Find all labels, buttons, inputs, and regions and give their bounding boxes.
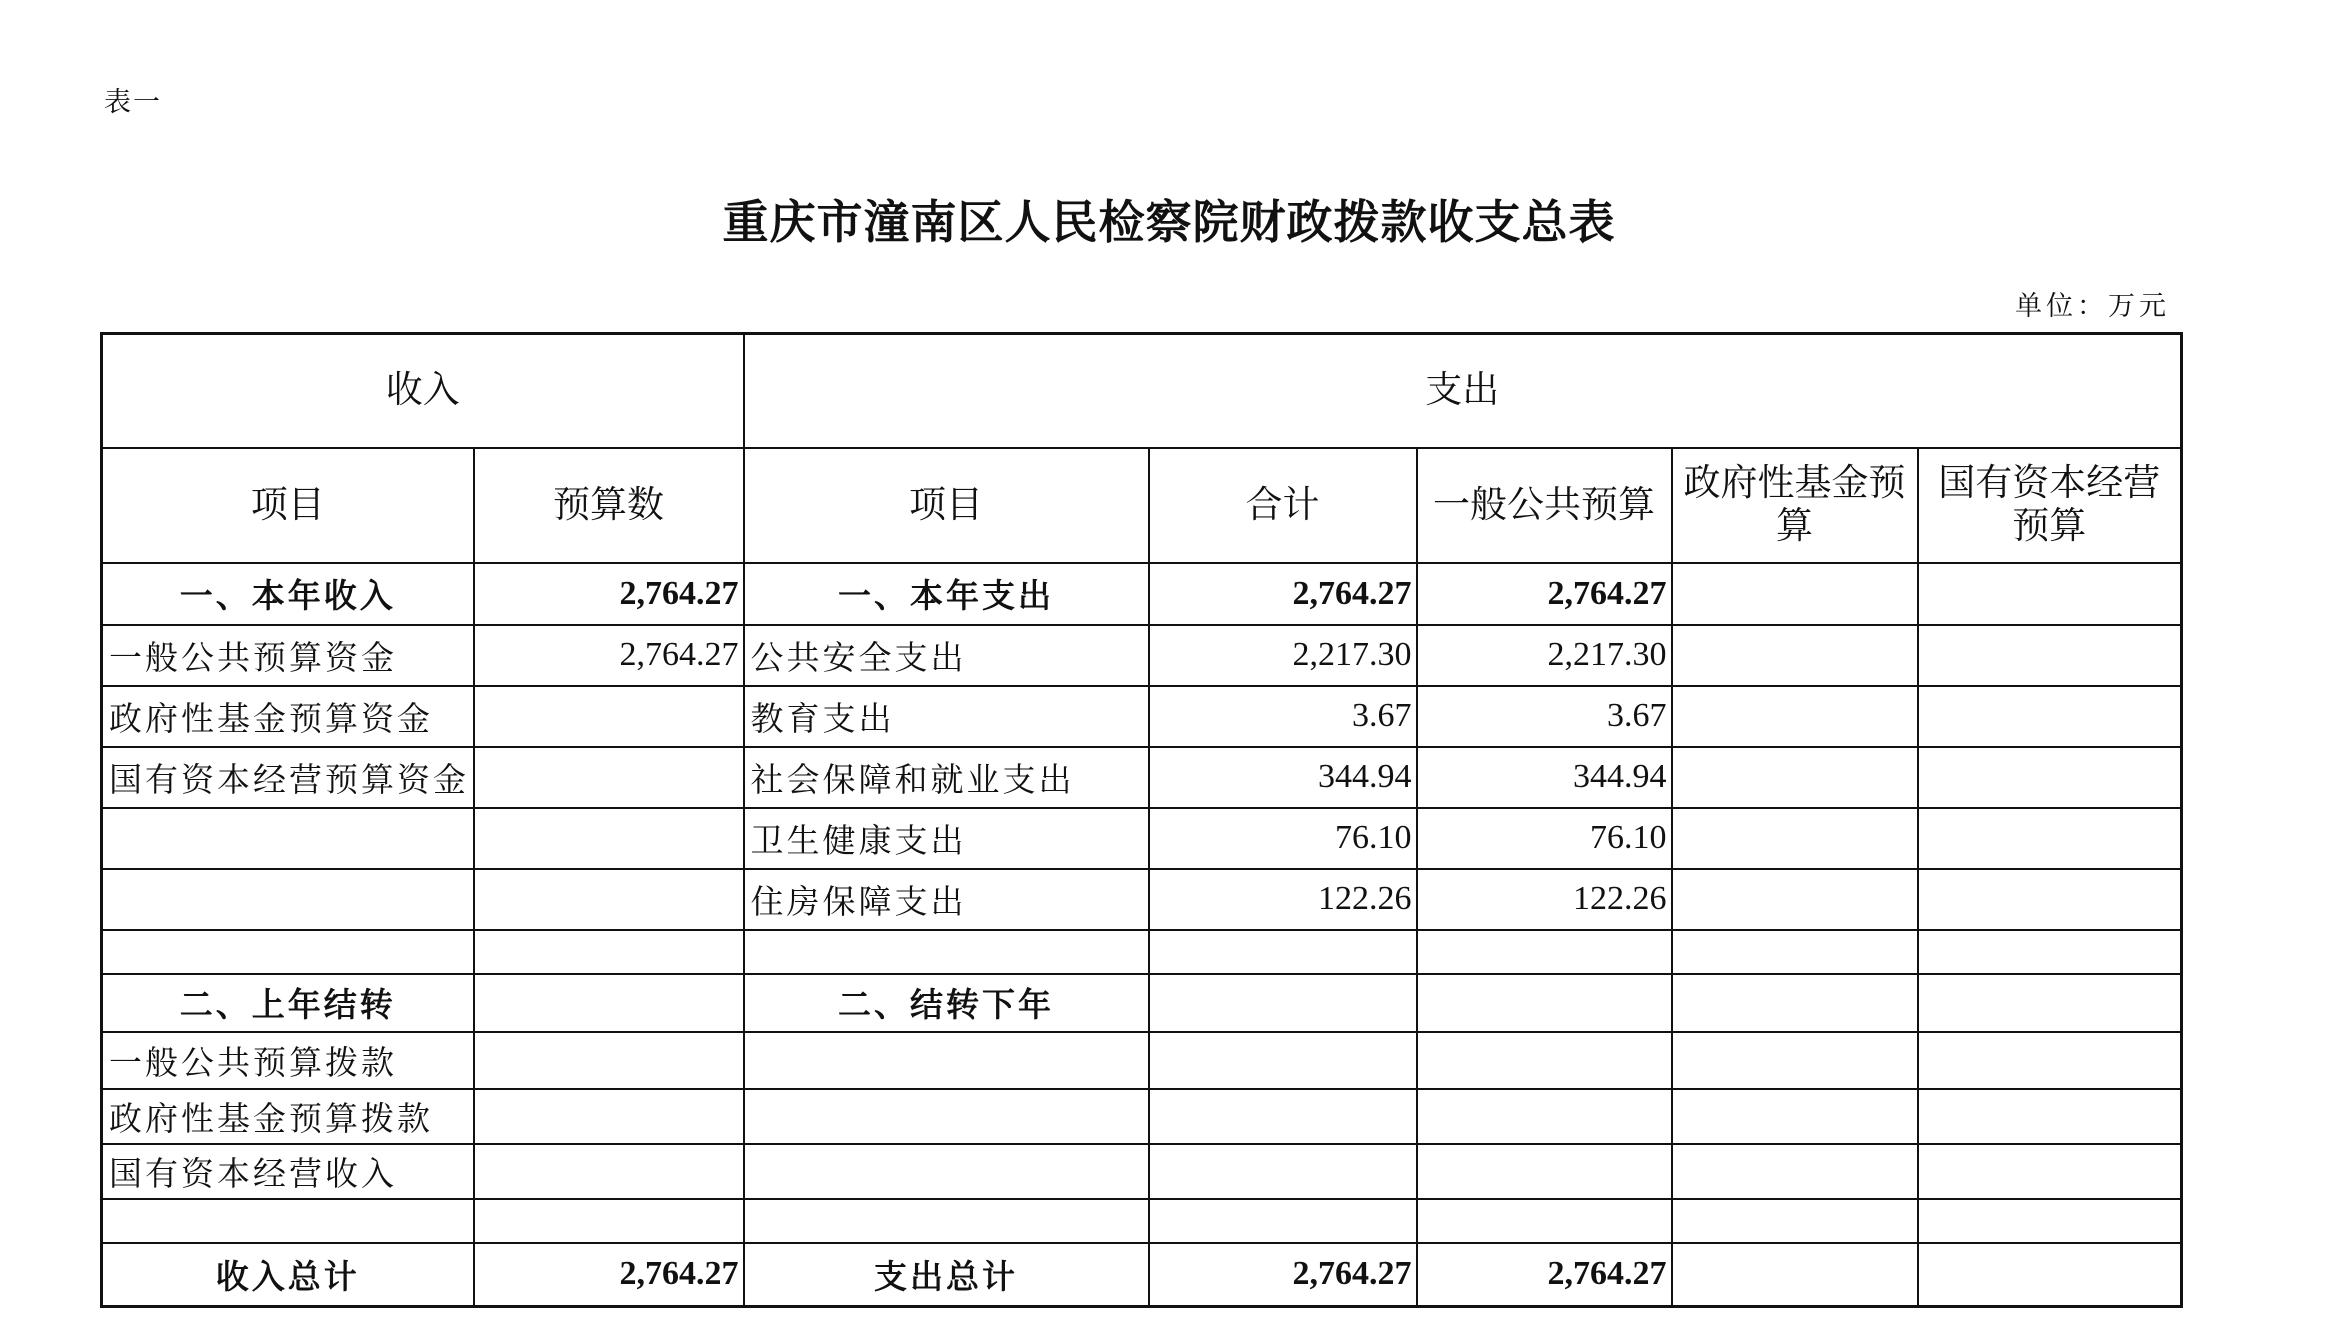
- totals-row: [102, 1243, 2182, 1307]
- expense-total-label: 支出总计: [744, 1243, 1149, 1307]
- state-capital-cell: [1918, 808, 2182, 869]
- table-row: [102, 974, 2182, 1032]
- income-amount-cell: [474, 1089, 744, 1144]
- total-cell: [1149, 1032, 1417, 1089]
- gov-fund-cell: [1672, 1199, 1918, 1243]
- expense-item-cell: 一、本年支出: [744, 563, 1149, 625]
- expense-item-cell: 卫生健康支出: [744, 808, 1149, 869]
- table-row: [102, 1199, 2182, 1243]
- unit-label: 单位：万元: [2015, 291, 2170, 322]
- income-amount-cell: 2,764.27: [474, 563, 744, 625]
- income-amount-cell: [474, 869, 744, 930]
- gov-fund-cell: [1672, 1144, 1918, 1199]
- expense-item-cell: 二、结转下年: [744, 974, 1149, 1032]
- total-cell: 2,764.27: [1149, 563, 1417, 625]
- total-header: 合计: [1149, 448, 1417, 563]
- general-budget-header: 一般公共预算: [1417, 448, 1672, 563]
- table-row: [102, 686, 2182, 747]
- income-amount-cell: [474, 1032, 744, 1089]
- general-budget-cell: 76.10: [1417, 808, 1672, 869]
- income-item-cell: [102, 930, 474, 974]
- table-row: [102, 563, 2182, 625]
- income-item-cell: 国有资本经营收入: [102, 1144, 474, 1199]
- state-capital-cell: [1918, 974, 2182, 1032]
- income-item-cell: 政府性基金预算拨款: [102, 1089, 474, 1144]
- income-item-header: 项目: [102, 448, 474, 563]
- income-item-cell: 一般公共预算资金: [102, 625, 474, 686]
- expense-header: 支出: [744, 334, 2182, 448]
- budget-amount-header: 预算数: [474, 448, 744, 563]
- general-budget-cell: [1417, 1032, 1672, 1089]
- income-item-cell: [102, 1199, 474, 1243]
- income-item-cell: [102, 808, 474, 869]
- general-budget-cell: [1417, 974, 1672, 1032]
- general-budget-cell: [1417, 1144, 1672, 1199]
- expense-item-cell: [744, 930, 1149, 974]
- total-cell: [1149, 1144, 1417, 1199]
- gov-fund-cell: [1672, 563, 1918, 625]
- state-capital-cell: [1918, 869, 2182, 930]
- total-cell: [1149, 1199, 1417, 1243]
- income-item-cell: 一、本年收入: [102, 563, 474, 625]
- general-budget-cell: 2,217.30: [1417, 625, 1672, 686]
- income-amount-cell: [474, 686, 744, 747]
- expense-total-amount: 2,764.27: [1149, 1243, 1417, 1307]
- general-budget-total: 2,764.27: [1417, 1243, 1672, 1307]
- expense-item-header: 项目: [744, 448, 1149, 563]
- total-cell: 76.10: [1149, 808, 1417, 869]
- income-item-cell: 二、上年结转: [102, 974, 474, 1032]
- general-budget-cell: 122.26: [1417, 869, 1672, 930]
- expense-item-cell: [744, 1032, 1149, 1089]
- total-cell: 3.67: [1149, 686, 1417, 747]
- income-amount-cell: [474, 808, 744, 869]
- general-budget-cell: [1417, 1199, 1672, 1243]
- gov-fund-budget-header: 政府性基金预算: [1672, 448, 1918, 563]
- general-budget-cell: 3.67: [1417, 686, 1672, 747]
- gov-fund-cell: [1672, 1032, 1918, 1089]
- income-amount-cell: [474, 974, 744, 1032]
- gov-fund-cell: [1672, 686, 1918, 747]
- expense-item-cell: 公共安全支出: [744, 625, 1149, 686]
- income-amount-cell: [474, 1144, 744, 1199]
- state-capital-cell: [1918, 1199, 2182, 1243]
- gov-fund-cell: [1672, 869, 1918, 930]
- total-cell: 344.94: [1149, 747, 1417, 808]
- income-item-cell: 国有资本经营预算资金: [102, 747, 474, 808]
- table-row: [102, 808, 2182, 869]
- state-capital-cell: [1918, 1032, 2182, 1089]
- header-row-2: [102, 448, 2182, 563]
- total-cell: [1149, 1089, 1417, 1144]
- table-row: [102, 930, 2182, 974]
- header-row-1: [102, 334, 2182, 448]
- expense-item-cell: [744, 1144, 1149, 1199]
- total-cell: 122.26: [1149, 869, 1417, 930]
- income-item-cell: 一般公共预算拨款: [102, 1032, 474, 1089]
- gov-fund-cell: [1672, 930, 1918, 974]
- total-cell: [1149, 974, 1417, 1032]
- gov-fund-cell: [1672, 747, 1918, 808]
- table-row: [102, 1144, 2182, 1199]
- gov-fund-total: [1672, 1243, 1918, 1307]
- income-item-cell: 政府性基金预算资金: [102, 686, 474, 747]
- state-capital-cell: [1918, 1144, 2182, 1199]
- expense-item-cell: 住房保障支出: [744, 869, 1149, 930]
- expense-item-cell: [744, 1089, 1149, 1144]
- general-budget-cell: 2,764.27: [1417, 563, 1672, 625]
- state-capital-cell: [1918, 1089, 2182, 1144]
- table-row: [102, 1089, 2182, 1144]
- income-total-amount: 2,764.27: [474, 1243, 744, 1307]
- page-title: 重庆市潼南区人民检察院财政拨款收支总表: [722, 195, 1616, 249]
- gov-fund-cell: [1672, 974, 1918, 1032]
- table-row: [102, 869, 2182, 930]
- table-row: [102, 625, 2182, 686]
- budget-table: [100, 332, 2183, 1308]
- table-row: [102, 1032, 2182, 1089]
- state-capital-total: [1918, 1243, 2182, 1307]
- total-cell: 2,217.30: [1149, 625, 1417, 686]
- expense-item-cell: 教育支出: [744, 686, 1149, 747]
- state-capital-cell: [1918, 563, 2182, 625]
- income-item-cell: [102, 869, 474, 930]
- expense-item-cell: [744, 1199, 1149, 1243]
- general-budget-cell: 344.94: [1417, 747, 1672, 808]
- gov-fund-cell: [1672, 1089, 1918, 1144]
- income-amount-cell: [474, 1199, 744, 1243]
- income-amount-cell: [474, 930, 744, 974]
- income-amount-cell: [474, 747, 744, 808]
- total-cell: [1149, 930, 1417, 974]
- gov-fund-cell: [1672, 625, 1918, 686]
- table-row: [102, 747, 2182, 808]
- state-capital-budget-header: 国有资本经营预算: [1918, 448, 2182, 563]
- general-budget-cell: [1417, 1089, 1672, 1144]
- income-header: 收入: [102, 334, 744, 448]
- income-amount-cell: 2,764.27: [474, 625, 744, 686]
- income-total-label: 收入总计: [102, 1243, 474, 1307]
- state-capital-cell: [1918, 686, 2182, 747]
- state-capital-cell: [1918, 930, 2182, 974]
- table-label: 表一: [104, 87, 162, 118]
- state-capital-cell: [1918, 747, 2182, 808]
- general-budget-cell: [1417, 930, 1672, 974]
- gov-fund-cell: [1672, 808, 1918, 869]
- state-capital-cell: [1918, 625, 2182, 686]
- expense-item-cell: 社会保障和就业支出: [744, 747, 1149, 808]
